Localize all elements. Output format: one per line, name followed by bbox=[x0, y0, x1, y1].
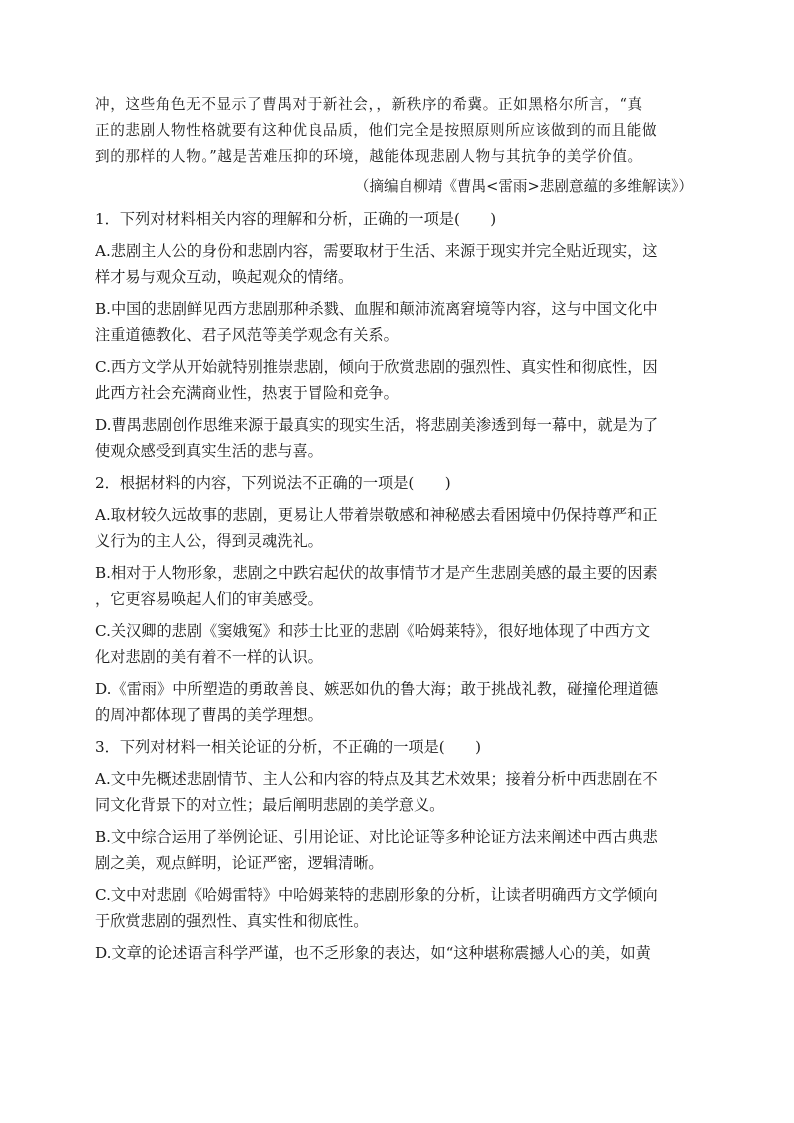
option-line: 化对悲剧的美有着不一样的认识。 bbox=[95, 648, 323, 666]
option-line: B.中国的悲剧鲜见西方悲剧那种杀戮、血腥和颠沛流离窘境等内容，这与中国文化中 bbox=[95, 300, 658, 318]
option-line: C.关汉卿的悲剧《窦娥冤》和莎士比亚的悲剧《哈姆莱特》，很好地体现了中西方文 bbox=[95, 622, 651, 640]
passage-line: 冲，这些角色无不显示了曹禺对于新社会，，新秩序的希冀。正如黑格尔所言，“真 bbox=[95, 96, 643, 113]
question-stem: 2．根据材料的内容，下列说法不正确的一项是( ) bbox=[95, 474, 451, 492]
option-line: C.文中对悲剧《哈姆雷特》中哈姆莱特的悲剧形象的分析，让读者明确西方文学倾向 bbox=[95, 886, 658, 904]
option-b bbox=[95, 824, 699, 876]
option-line: C.西方文学从开始就特别推崇悲剧，倾向于欣赏悲剧的强烈性、真实性和彻底性，因 bbox=[95, 358, 658, 376]
option-line: 注重道德教化、君子风范等美学观念有关系。 bbox=[95, 326, 399, 344]
option-c bbox=[95, 882, 699, 934]
option-line: 的周冲都体现了曹禺的美学理想。 bbox=[95, 706, 323, 724]
option-line: ，它更容易唤起人们的审美感受。 bbox=[95, 590, 323, 608]
option-line: D.《雷雨》中所塑造的勇敢善良、嫉恶如仇的鲁大海；敢于挑战礼教，碰撞伦理道德 bbox=[95, 680, 659, 698]
option-line: A.悲剧主人公的身份和悲剧内容，需要取材于生活、来源于现实并完全贴近现实，这 bbox=[95, 242, 658, 260]
option-line: A.文中先概述悲剧情节、主人公和内容的特点及其艺术效果；接着分析中西悲剧在不 bbox=[95, 770, 658, 788]
option-line: B.文中综合运用了举例论证、引用论证、对比论证等多种论证方法来阐述中西古典悲 bbox=[95, 828, 658, 846]
option-a bbox=[95, 502, 699, 554]
option-d bbox=[95, 412, 699, 464]
option-line: 使观众感受到真实生活的悲与喜。 bbox=[95, 442, 323, 460]
passage-line: 正的悲剧人物性格就要有这种优良品质，他们完全是按照原则所应该做到的而且能做 bbox=[95, 122, 658, 139]
option-a bbox=[95, 238, 699, 290]
passage-line: 到的那样的人物。”越是苦难压抑的环境，越能体现悲剧人物与其抗争的美学价值。 bbox=[95, 148, 643, 165]
question-3 bbox=[95, 734, 699, 966]
passage bbox=[95, 92, 699, 200]
option-line: 义行为的主人公，得到灵魂洗礼。 bbox=[95, 532, 323, 550]
option-line: 样才易与观众互动，唤起观众的情绪。 bbox=[95, 268, 354, 286]
option-line: 此西方社会充满商业性，热衷于冒险和竞争。 bbox=[95, 384, 399, 402]
option-d bbox=[95, 676, 699, 728]
passage-source: （摘编自柳靖《曹禺<雷雨>悲剧意蕴的多维解读》） bbox=[354, 178, 693, 195]
option-c bbox=[95, 354, 699, 406]
option-d bbox=[95, 940, 699, 966]
option-c bbox=[95, 618, 699, 670]
question-2 bbox=[95, 470, 699, 728]
question-stem: 1．下列对材料相关内容的理解和分析，正确的一项是( ) bbox=[95, 210, 497, 228]
option-line: 剧之美，观点鲜明，论证严密，逻辑清晰。 bbox=[95, 854, 384, 872]
option-line: B.相对于人物形象，悲剧之中跌宕起伏的故事情节才是产生悲剧美感的最主要的因素 bbox=[95, 564, 658, 582]
option-line: 于欣赏悲剧的强烈性、真实性和彻底性。 bbox=[95, 912, 369, 930]
question-1 bbox=[95, 206, 699, 464]
option-line: A.取材较久远故事的悲剧，更易让人带着崇敬感和神秘感去看困境中仍保持尊严和正 bbox=[95, 506, 658, 524]
option-b bbox=[95, 296, 699, 348]
option-b bbox=[95, 560, 699, 612]
document-page bbox=[95, 92, 699, 966]
option-line: 同文化背景下的对立性；最后阐明悲剧的美学意义。 bbox=[95, 796, 445, 814]
option-line: D.曹禺悲剧创作思维来源于最真实的现实生活，将悲剧美渗透到每一幕中，就是为了 bbox=[95, 416, 659, 434]
option-a bbox=[95, 766, 699, 818]
question-stem: 3．下列对材料一相关论证的分析，不正确的一项是( ) bbox=[95, 738, 482, 756]
option-line: D.文章的论述语言科学严谨，也不乏形象的表达，如“这种堪称震撼人心的美，如黄 bbox=[95, 944, 651, 962]
